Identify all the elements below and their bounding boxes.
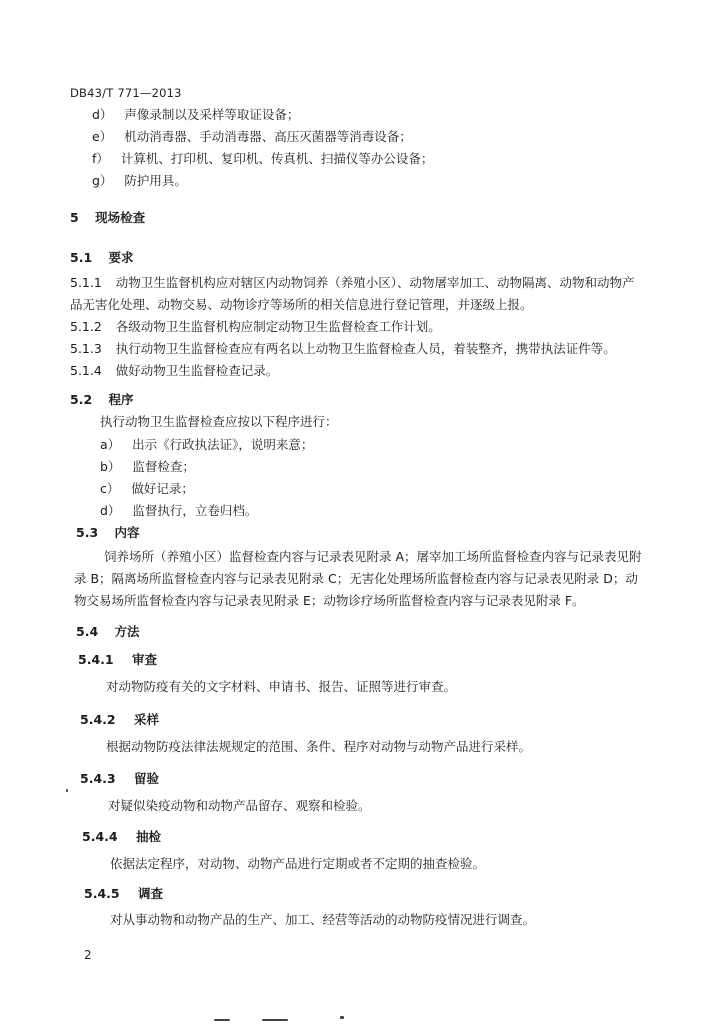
clause-text: 动物卫生监督机构应对辖区内动物饲养（养殖小区）、动物屠宰加工、动物隔离、动物和动物产 bbox=[115, 275, 635, 290]
list-text: 监督执行，立卷归档。 bbox=[132, 503, 258, 518]
subsection-heading bbox=[76, 525, 140, 541]
paragraph-line: 物交易场所监督检查内容与记录表见附录 E；动物诊疗场所监督检查内容与记录表见附录 F。 bbox=[74, 593, 585, 608]
section-number: 5 bbox=[70, 210, 79, 225]
paragraph: 对从事动物和动物产品的生产、加工、经营等活动的动物防疫情况进行调查。 bbox=[110, 912, 536, 927]
clause-title: 留验 bbox=[133, 771, 159, 786]
clause-number: 5.4.4 bbox=[82, 829, 118, 844]
list-label: g） bbox=[92, 173, 113, 188]
clause-heading bbox=[84, 886, 163, 902]
list-item bbox=[92, 129, 412, 145]
clause-text: 各级动物卫生监督机构应制定动物卫生监督检查工作计划。 bbox=[115, 319, 441, 334]
subsection-title: 程序 bbox=[108, 392, 134, 407]
list-label: a） bbox=[100, 437, 121, 452]
clause bbox=[70, 341, 616, 357]
clause-text: 做好动物卫生监督检查记录。 bbox=[115, 363, 279, 378]
clause bbox=[70, 363, 278, 379]
list-text: 机动消毒器、手动消毒器、高压灭菌器等消毒设备； bbox=[124, 129, 412, 144]
clause-number: 5.4.2 bbox=[80, 712, 116, 727]
subsection-number: 5.1 bbox=[70, 250, 93, 265]
paragraph: 对疑似染疫动物和动物产品留存、观察和检验。 bbox=[108, 798, 371, 813]
document-code: DB43/T 771—2013 bbox=[70, 86, 182, 100]
clause-heading bbox=[80, 771, 159, 787]
list-text: 计算机、打印机、复印机、传真机、扫描仪等办公设备； bbox=[120, 151, 434, 166]
list-text: 防护用具。 bbox=[124, 173, 187, 188]
subsection-heading bbox=[70, 250, 134, 266]
clause-number: 5.1.2 bbox=[70, 319, 102, 334]
clause-heading bbox=[82, 829, 161, 845]
list-label: d） bbox=[92, 107, 113, 122]
list-item bbox=[100, 437, 313, 453]
list-text: 出示《行政执法证》，说明来意； bbox=[132, 437, 314, 452]
list-item bbox=[92, 107, 299, 123]
list-item bbox=[92, 173, 187, 189]
clause-number: 5.4.3 bbox=[80, 771, 116, 786]
clause-text: 执行动物卫生监督检查应有两名以上动物卫生监督检查人员，着装整齐，携带执法证件等。 bbox=[115, 341, 616, 356]
clause-number: 5.1.3 bbox=[70, 341, 102, 356]
list-text: 声像录制以及采样等取证设备； bbox=[124, 107, 300, 122]
paragraph: 根据动物防疫法律法规规定的范围、条件、程序对动物与动物产品进行采样。 bbox=[106, 739, 532, 754]
subsection-number: 5.2 bbox=[70, 392, 93, 407]
subsection-number: 5.3 bbox=[76, 525, 99, 540]
clause-continuation bbox=[70, 297, 533, 313]
list-label: d） bbox=[100, 503, 121, 518]
scan-speck bbox=[340, 1016, 344, 1019]
paragraph: 对动物防疫有关的文字材料、申请书、报告、证照等进行审查。 bbox=[106, 679, 457, 694]
list-label: b） bbox=[100, 459, 121, 474]
clause-title: 采样 bbox=[133, 712, 159, 727]
subsection-title: 内容 bbox=[114, 525, 140, 540]
clause-number: 5.4.1 bbox=[78, 652, 114, 667]
list-text: 监督检查； bbox=[132, 459, 195, 474]
clause-heading bbox=[78, 652, 157, 668]
list-label: c） bbox=[100, 481, 120, 496]
list-item bbox=[100, 459, 195, 475]
list-item bbox=[92, 151, 433, 167]
scan-speck bbox=[66, 789, 68, 792]
clause-number: 5.1.1 bbox=[70, 275, 102, 290]
subsection-number: 5.4 bbox=[76, 624, 99, 639]
subsection-title: 要求 bbox=[108, 250, 134, 265]
paragraph: 执行动物卫生监督检查应按以下程序进行： bbox=[100, 414, 338, 429]
list-label: f） bbox=[92, 151, 109, 166]
clause-number: 5.4.5 bbox=[84, 886, 120, 901]
clause-title: 调查 bbox=[137, 886, 163, 901]
clause-text: 品无害化处理、动物交易、动物诊疗等场所的相关信息进行登记管理，并逐级上报。 bbox=[70, 297, 533, 312]
list-item bbox=[100, 481, 194, 497]
section-title: 现场检查 bbox=[95, 210, 146, 225]
clause-title: 审查 bbox=[131, 652, 157, 667]
scan-speck bbox=[262, 1019, 288, 1021]
section-heading bbox=[70, 210, 145, 226]
list-label: e） bbox=[92, 129, 113, 144]
subsection-heading bbox=[70, 392, 134, 408]
clause bbox=[70, 275, 635, 291]
scan-speck bbox=[214, 1019, 230, 1021]
paragraph: 依据法定程序，对动物、动物产品进行定期或者不定期的抽查检验。 bbox=[110, 856, 486, 871]
clause-heading bbox=[80, 712, 159, 728]
subsection-heading bbox=[76, 624, 140, 640]
paragraph-line: 饲养场所（养殖小区）监督检查内容与记录表见附录 A；屠宰加工场所监督检查内容与记录表见附 bbox=[104, 549, 642, 564]
page-number: 2 bbox=[84, 948, 92, 962]
list-item bbox=[100, 503, 257, 519]
list-text: 做好记录； bbox=[131, 481, 194, 496]
clause-number: 5.1.4 bbox=[70, 363, 102, 378]
clause-title: 抽检 bbox=[135, 829, 161, 844]
subsection-title: 方法 bbox=[114, 624, 140, 639]
clause bbox=[70, 319, 441, 335]
paragraph-line: 录 B；隔离场所监督检查内容与记录表见附录 C；无害化处理场所监督检查内容与记录表见附录 D；动 bbox=[74, 571, 638, 586]
